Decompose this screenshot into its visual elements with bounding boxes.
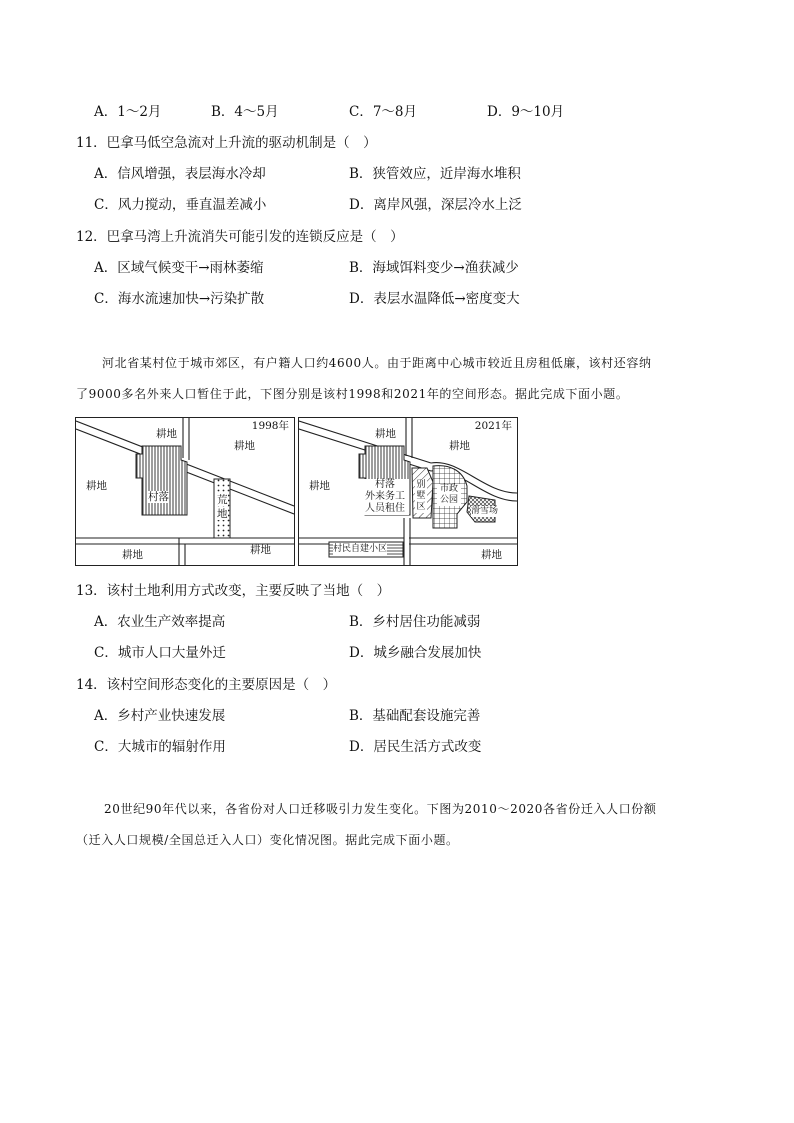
q11-option-d: D．离岸风强，深层冷水上泛	[349, 197, 522, 213]
map-1998-drawing	[76, 418, 294, 565]
map-1998-village-label: 村落	[148, 491, 169, 503]
map-2021	[298, 417, 518, 566]
map-2021-village-label	[361, 479, 409, 515]
q13-option-a: A．农业生产效率提高	[94, 614, 226, 630]
map-1998-wasteland-label-2: 地	[217, 508, 228, 520]
map-1998	[75, 417, 295, 566]
map-2021-year: 2021年	[474, 420, 512, 432]
q11-option-a: A．信风增强，表层海水冷却	[94, 166, 266, 182]
q14-stem: 14．该村空间形态变化的主要原因是（ ）	[76, 677, 337, 693]
map-2021-park-label	[437, 484, 461, 506]
passage-2-line-2: （迁入人口规模/全国总迁入人口）变化情况图。据此完成下面小题。	[76, 833, 459, 847]
q12-option-b: B．海域饵料变少→渔获减少	[349, 260, 519, 276]
q10-option-d: D．9～10月	[487, 104, 565, 120]
q10-option-a: A．1～2月	[94, 104, 162, 120]
map-2021-farmland-bottom-right: 耕地	[481, 549, 502, 561]
map-2021-farmland-left: 耕地	[309, 480, 330, 492]
q13-stem: 13．该村土地利用方式改变，主要反映了当地（ ）	[76, 583, 391, 599]
q12-stem: 12．巴拿马湾上升流消失可能引发的连锁反应是（ ）	[76, 229, 404, 245]
map-2021-villa-line-3: 区	[416, 502, 426, 512]
map-1998-year: 1998年	[251, 420, 289, 432]
map-1998-farmland-bottom-right: 耕地	[250, 544, 271, 556]
map-1998-farmland-left: 耕地	[86, 480, 107, 492]
map-2021-park-line-2: 公园	[439, 495, 458, 505]
q10-option-c: C．7～8月	[349, 104, 418, 120]
map-1998-wasteland-label-1: 荒	[217, 494, 228, 506]
map-2021-villa-label	[415, 480, 427, 513]
map-2021-residence-label: 村民自建小区	[333, 544, 388, 554]
map-1998-farmland-bottom-left: 耕地	[122, 549, 143, 561]
q12-option-a: A．区域气候变干→雨林萎缩	[94, 260, 264, 276]
q14-option-c: C．大城市的辐射作用	[94, 739, 226, 755]
passage-1-line-2: 了9000多名外来人口暂住于此，下图分别是该村1998和2021年的空间形态。据此完成下面小题。	[76, 387, 629, 401]
map-2021-village-line-2: 外来务工	[365, 491, 405, 502]
passage-1-line-1: 河北省某村位于城市郊区，有户籍人口约4600人。由于距离中心城市较近且房租低廉，该村还容纳	[102, 356, 652, 370]
map-2021-villa-line-2: 墅	[416, 491, 426, 501]
map-2021-ski-label: 滑雪场	[471, 506, 499, 516]
q11-option-b: B．狭管效应，近岸海水堆积	[349, 166, 521, 182]
map-1998-farmland-top: 耕地	[156, 428, 177, 440]
map-1998-farmland-right: 耕地	[234, 440, 255, 452]
map-2021-village-line-3: 人员租住	[365, 503, 405, 514]
q11-option-c: C．风力搅动，垂直温差减小	[94, 197, 267, 213]
q12-option-d: D．表层水温降低→密度变大	[349, 291, 520, 307]
q14-option-b: B．基础配套设施完善	[349, 708, 481, 724]
q13-option-b: B．乡村居住功能减弱	[349, 614, 481, 630]
q13-option-d: D．城乡融合发展加快	[349, 645, 482, 661]
map-2021-farmland-top: 耕地	[375, 428, 396, 440]
q11-stem: 11．巴拿马低空急流对上升流的驱动机制是（ ）	[76, 135, 377, 151]
map-2021-farmland-right: 耕地	[449, 440, 470, 452]
passage-2-line-1: 20世纪90年代以来，各省份对人口迁移吸引力发生变化。下图为2010～2020各省份迁入人口份额	[104, 802, 657, 816]
map-2021-village-line-1: 村落	[375, 479, 395, 490]
q14-option-d: D．居民生活方式改变	[349, 739, 482, 755]
map-2021-villa-line-1: 别	[416, 480, 426, 490]
q10-option-b: B．4～5月	[211, 104, 279, 120]
q13-option-c: C．城市人口大量外迁	[94, 645, 226, 661]
map-2021-park-line-1: 市政	[439, 484, 458, 494]
q14-option-a: A．乡村产业快速发展	[94, 708, 226, 724]
q12-option-c: C．海水流速加快→污染扩散	[94, 291, 265, 307]
